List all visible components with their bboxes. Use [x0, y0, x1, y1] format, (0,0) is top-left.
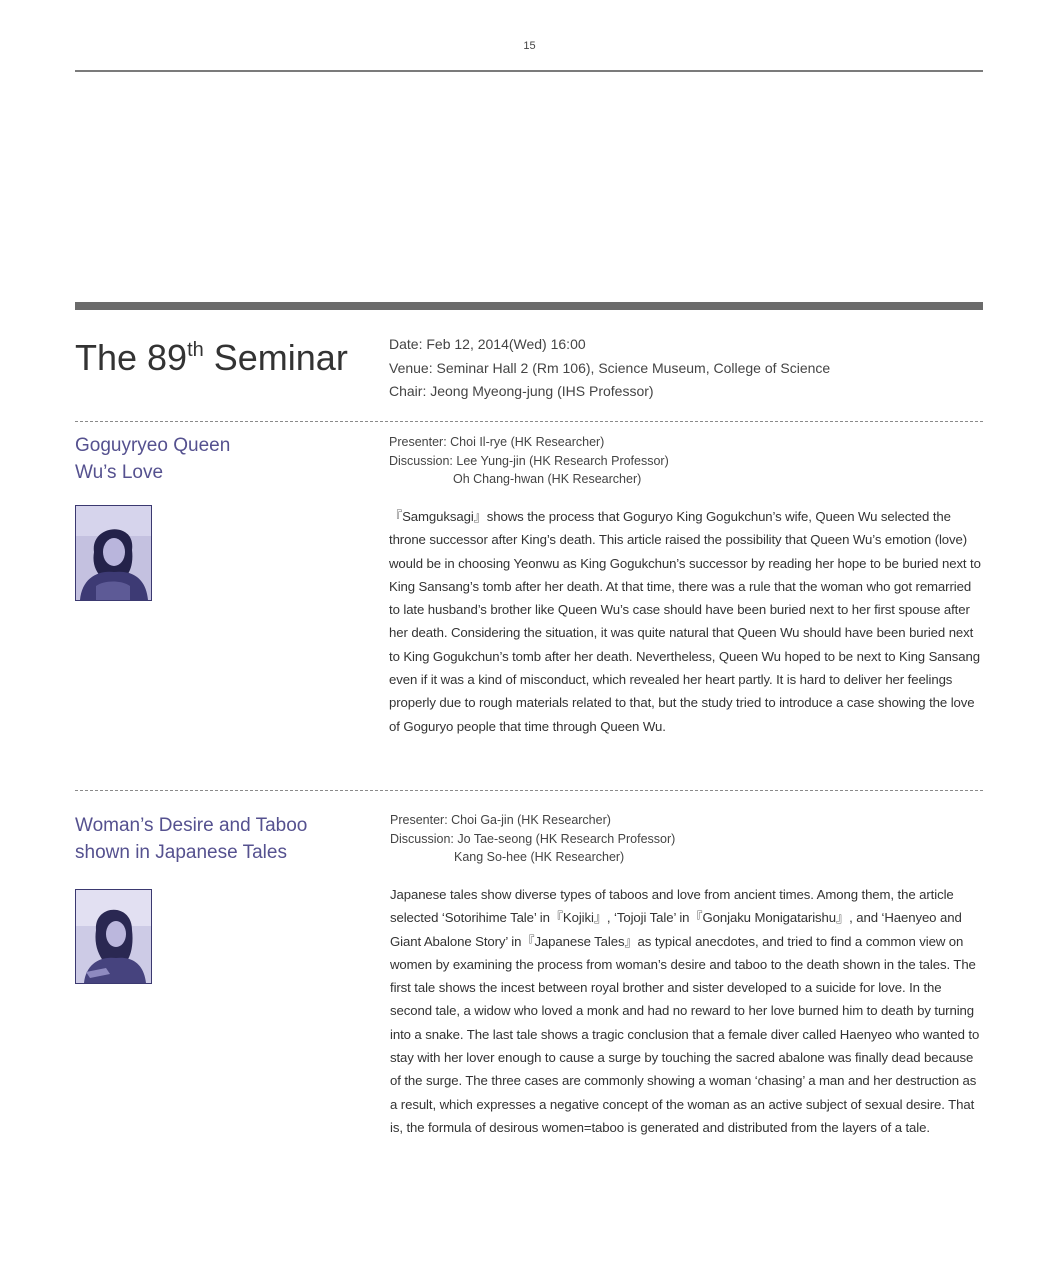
seminar-meta [389, 333, 830, 404]
talk-title [75, 812, 365, 866]
presenter-photo [75, 889, 152, 984]
title-suffix: Seminar [203, 337, 348, 378]
section-bar [75, 302, 983, 310]
seminar-venue: Venue: Seminar Hall 2 (Rm 106), Science Museum, College of Science [389, 359, 831, 376]
dotted-divider [75, 421, 983, 422]
discussion-line-2: Kang So-hee (HK Researcher) [454, 850, 625, 864]
talk-title [75, 432, 365, 486]
page-number: 15 [523, 40, 536, 52]
talk-title-line: shown in Japanese Tales [75, 842, 287, 863]
presenter-portrait-image [76, 506, 151, 600]
title-superscript: th [187, 339, 204, 361]
talk-abstract: Japanese tales show diverse types of taboos and love from ancient times. Among them, the article selected ‘Sotorihime Tale’ in『Kojiki』, ‘Tojoji Tale’ in『Gonjaku Monigatarishu』, and ‘Haenyeo and Giant Abalone Story’ in『Japanese Tales』as typical anecdotes, and tried to find a common view on women by examining the process from woman’s desire and taboo to the death shown in the tales. The first tale shows the incest between royal brother and sister developed to a suicide for love. In the second tale, a widow who loved a monk and had no reward to her love burned him to death by turning into a snake. The last tale shows a tragic conclusion that a female diver called Haenyeo who wanted to stay with her lover enough to cause a surge by touching the sacred abalone was finally dead because of the surge. The three cases are commonly showing a woman ‘chasing’ a man and her destruction as a result, which expresses a negative concept of the woman as an active subject of sexual desire. That is, the formula of desirous women=taboo is generated and distributed from the layers of a tale. [390, 887, 980, 1135]
talk-title-line: Woman’s Desire and Taboo [75, 815, 308, 836]
talk-people [390, 811, 675, 867]
presenter-photo [75, 505, 152, 601]
talk-title-line: Goguyryeo Queen [75, 435, 231, 456]
title-prefix: The 89 [75, 337, 188, 378]
discussion-line: Discussion: Jo Tae-seong (HK Research Professor) [390, 831, 676, 846]
seminar-title [75, 336, 348, 380]
presenter-line: Presenter: Choi Ga-jin (HK Researcher) [390, 813, 611, 827]
presenter-line: Presenter: Choi Il-rye (HK Researcher) [389, 435, 605, 449]
dotted-divider [75, 790, 983, 791]
seminar-date: Date: Feb 12, 2014(Wed) 16:00 [389, 336, 586, 352]
header-rule [75, 70, 983, 72]
discussion-line-2: Oh Chang-hwan (HK Researcher) [453, 472, 642, 486]
discussion-line: Discussion: Lee Yung-jin (HK Research Professor) [389, 453, 669, 468]
talk-abstract: 『Samguksagi』shows the process that Goguryo King Gogukchun’s wife, Queen Wu selected the throne successor after King’s death. This article raised the possibility that Queen Wu’s emotion (love) would be in choosing Yeonwu as King Gogukchun’s successor by reading her hope to be buried next to King Sansang’s tomb after her death. At that time, there was a rule that the woman who got remarried to late husband’s brother like Queen Wu’s case should have been buried next to her first spouse after her death. Considering the situation, it was quite natural that Queen Wu should have been buried next to King Gogukchun’s tomb after her death. Nevertheless, Queen Wu hoped to be next to King Sansang even if it was a kind of misconduct, which revealed her heart partly. It is hard to deliver her feelings properly due to rough materials related to that, but the study tried to introduce a case showing the love of Goguryo people that time through Queen Wu. [389, 509, 981, 734]
talk-people [389, 433, 669, 489]
seminar-chair: Chair: Jeong Myeong-jung (IHS Professor) [389, 383, 654, 399]
presenter-portrait-image [76, 890, 151, 983]
talk-title-line: Wu’s Love [75, 462, 164, 483]
